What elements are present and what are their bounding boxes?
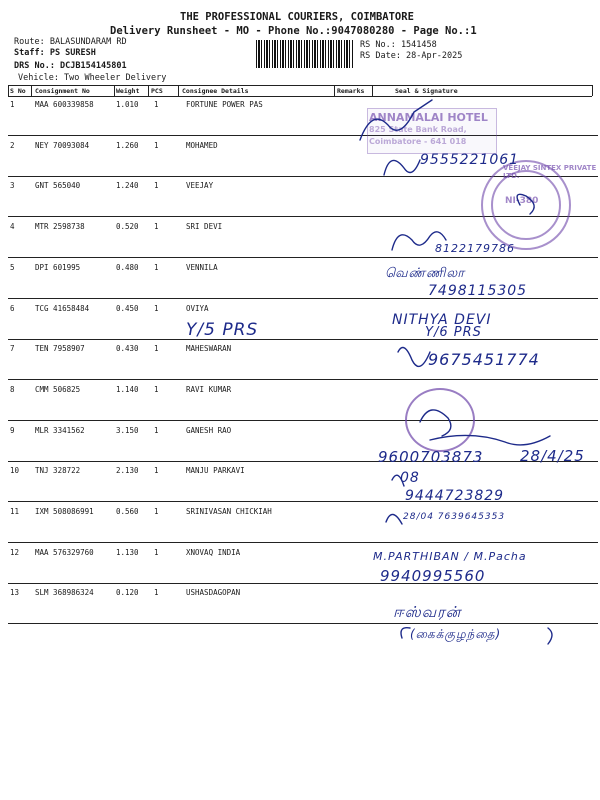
rs-number: RS No.: 1541458 [360,40,437,50]
seal-code: NI-380 [505,196,539,206]
hw-row5-name: வெண்ணிலா [385,266,466,281]
row-consignee: RAVI KUMAR [186,384,232,394]
row-cons: TNJ 328722 [35,466,81,476]
column-header: S No [10,87,26,95]
row-sno: 5 [10,262,15,272]
row-sno: 12 [10,547,20,557]
runsheet-subtitle: Delivery Runsheet - MO - Phone No.:9047080280 - Page No.:1 [110,25,477,37]
row-cons: SLM 368986324 [35,588,94,598]
row-cons: MAA 576329760 [35,547,94,557]
column-header: Weight [116,87,140,95]
row-cons: GNT 565040 [35,181,81,191]
hw-row5-phone: 7498115305 [428,283,528,299]
hw-row12-name: M.PARTHIBAN / M.Pacha [373,550,527,563]
row-cons: IXM 508086991 [35,507,94,516]
drs-number: DRS No.: DCJB154145801 [14,61,127,71]
row-sno: 8 [10,384,15,394]
row-consignee: VENNILA [186,262,218,272]
row-consignee: SRI DEVI [186,222,223,232]
row-pcs: 1 [154,181,159,191]
row-sno: 2 [10,140,15,150]
row-weight: 0.520 [116,222,139,232]
row-pcs: 1 [154,507,159,516]
row-consignee: SRINIVASAN CHICKIAH [186,507,272,516]
signature-row13 [401,628,552,644]
rs-date: RS Date: 28-Apr-2025 [360,51,463,61]
row-pcs: 1 [154,222,159,232]
row-cons: NEY 70093084 [35,140,90,150]
row-sno: 7 [10,344,15,354]
signature-row4 [392,232,446,250]
row-sno: 10 [10,466,20,476]
vehicle-label: Vehicle: Two Wheeler Delivery [18,73,167,83]
row-consignee: GANESH RAO [186,425,232,435]
row-weight: 1.010 [116,100,139,109]
row-pcs: 1 [154,588,159,598]
row-sno: 3 [10,181,15,191]
seal-circular-text: VEEJAY SINTEX PRIVATE LTD. [503,164,597,180]
row-weight: 2.130 [116,466,139,476]
row-cons: MAA 600339858 [35,100,94,109]
hw-row6-consignee-note: Y/5 PRS [186,320,259,340]
row-consignee: XNOVAQ INDIA [186,547,241,557]
hw-row10-code: 08 [400,470,420,486]
row-cons: CMM 506825 [35,384,81,394]
row-pcs: 1 [154,303,159,313]
row-consignee: FORTUNE POWER PAS [186,100,263,109]
row-weight: 0.450 [116,303,139,313]
row-weight: 1.240 [116,181,139,191]
row-pcs: 1 [154,344,159,354]
signature-row7 [398,348,430,367]
row-consignee: MANJU PARKAVI [186,466,245,476]
signature-row8 [420,410,451,436]
row-consignee: OVIYA [186,303,209,313]
hw-row11-note: 28/04 7639645353 [403,512,506,522]
row-consignee: MOHAMED [186,140,218,150]
row-consignee: VEEJAY [186,181,214,191]
row-sno: 4 [10,222,15,232]
hw-row7-phone: 9675451774 [428,350,540,369]
signature-row11 [386,514,402,524]
row-pcs: 1 [154,100,159,109]
row-pcs: 1 [154,384,159,394]
row-pcs: 1 [154,425,159,435]
hw-row10-phone: 9444723829 [405,488,505,504]
row-weight: 1.260 [116,140,139,150]
row-cons: TEN 7958907 [35,344,85,354]
row-weight: 1.130 [116,547,139,557]
hw-row4-phone: 8122179786 [435,242,515,255]
row-weight: 0.430 [116,344,139,354]
hw-row13-note: (கைக்குழந்தை) [410,627,502,641]
hotel-stamp-line2: 825 State Bank Road, [369,125,467,134]
signature-row1 [360,100,432,140]
staff-label: Staff: PS SURESH [14,48,96,58]
row-weight: 3.150 [116,425,139,435]
row-weight: 0.120 [116,588,139,598]
row-sno: 1 [10,100,15,109]
hw-row6-note: Y/6 PRS [425,325,482,340]
row-cons: TCG 41658484 [35,303,90,313]
row-pcs: 1 [154,140,159,150]
hw-row12-phone: 9940995560 [380,567,486,585]
row-weight: 0.560 [116,507,139,516]
row-sno: 11 [10,507,20,516]
row-pcs: 1 [154,262,159,272]
row-cons: MLR 3341562 [35,425,85,435]
hw-row13-name: ஈஸ்வரன் [393,603,462,621]
hw-row6-name: NITHYA DEVI [392,312,492,328]
row-cons: MTR 2598738 [35,222,85,232]
row-weight: 0.480 [116,262,139,272]
signature-row10 [392,475,404,486]
column-header: Seal & Signature [395,87,458,95]
row-sno: 9 [10,425,15,435]
row-cons: DPI 601995 [35,262,81,272]
row-sno: 6 [10,303,15,313]
hw-row9-date: 28/4/25 [520,447,585,465]
column-header: Consignment No [35,87,90,95]
hw-row9-phone: 9600703873 [378,448,484,466]
row-sno: 13 [10,588,20,598]
column-header: Consignee Details [182,87,249,95]
signature-row9 [430,435,550,444]
company-title: THE PROFESSIONAL COURIERS, COIMBATORE [180,11,414,23]
row-consignee: USHASDAGOPAN [186,588,241,598]
row-pcs: 1 [154,547,159,557]
column-header: Remarks [337,87,365,95]
hotel-stamp-line1: ANNAMALAI HOTEL [369,111,488,124]
row-pcs: 1 [154,466,159,476]
route-label: Route: BALASUNDARAM RD [14,37,127,47]
row-consignee: MAHESWARAN [186,344,232,354]
hw-row2-phone: 9555221061 [420,152,520,168]
column-header: PCS [151,87,163,95]
signature-row2 [384,160,420,175]
signature-row3 [517,194,534,214]
hotel-stamp-line3: Coimbatore - 641 018 [369,137,467,146]
row-weight: 1.140 [116,384,139,394]
